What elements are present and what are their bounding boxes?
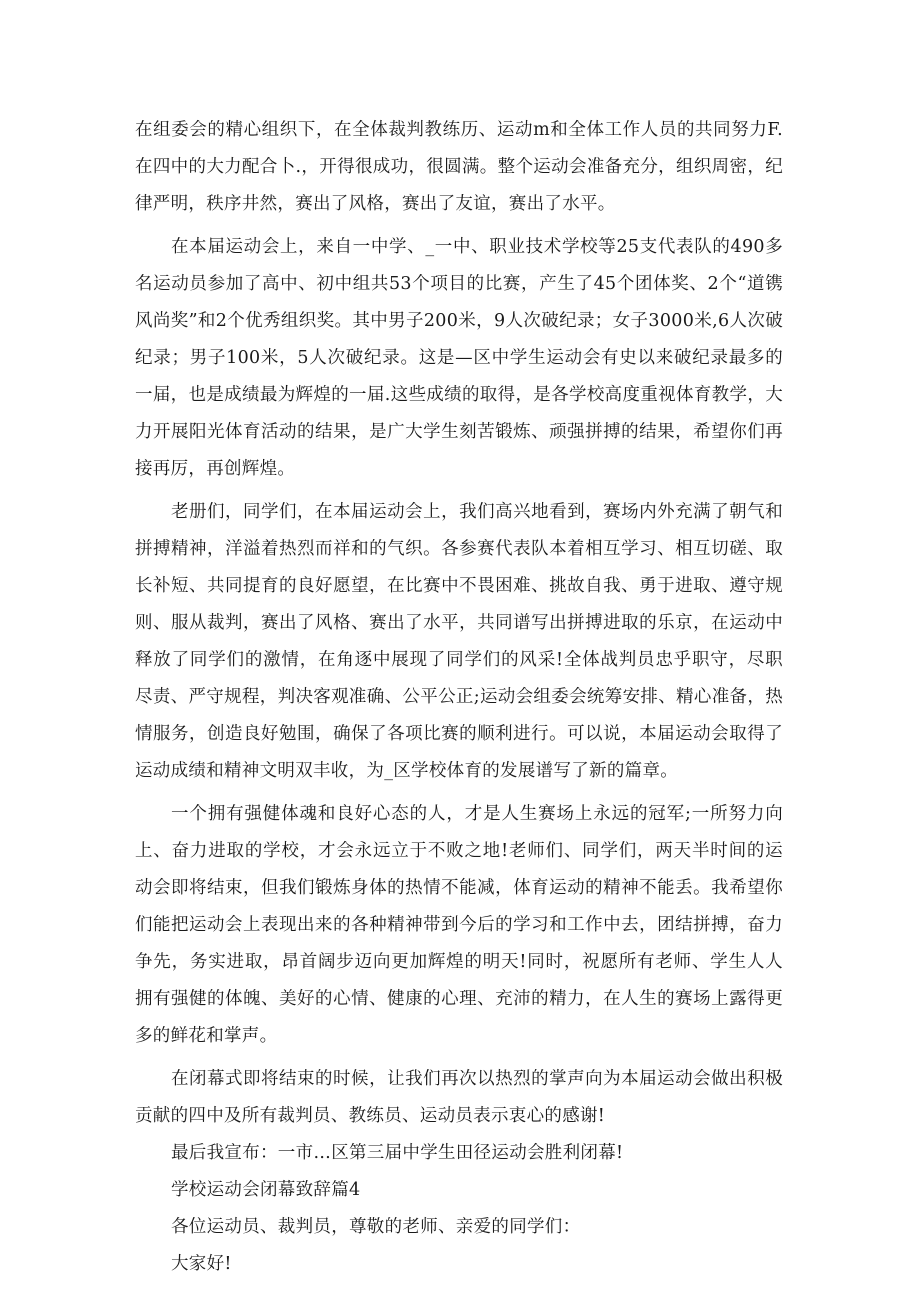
salutation: 各位运动员、裁判员，尊敬的老师、亲爱的同学们：: [171, 1217, 581, 1237]
paragraph-results: 在本届运动会上，来自一中学、_一中、职业技术学校等25支代表队的490多名运动员参加了高中、初中组共53个项目的比赛，产生了45个团体奖、2个“道镌风尚奖”和2个优秀组织奖。其中男子200米，9人次破纪录；女子3000米,6人次破纪录；男子100米，5人次破纪录。这是—区中学生运动会有史以来破纪录最多的一届，也是成绩最为辉煌的一届.这些成绩的取得，是各学校高度重视体育教学，大力开展阳光体育活动的结果，是广大学生刻苦锻炼、顽强拼搏的结果，希望你们再接再厉，再创辉煌。: [135, 237, 783, 479]
closing-declaration: 最后我宣布：一市…区第三届中学生田径运动会胜利闭幕!: [171, 1143, 624, 1163]
greeting: 大家好!: [171, 1254, 232, 1274]
section-heading: 学校运动会闭幕致辞篇4: [171, 1180, 361, 1200]
paragraph-spirit: 老册们，同学们，在本届运动会上，我们高兴地看到，赛场内外充满了朝气和拼搏精神，洋溢着热烈而祥和的气织。各参赛代表队本着相互学习、相互切磋、取长补短、共同提育的良好愿望，在比赛中不畏困难、挑故自我、勇于进取、遵守规则、服从裁判，赛出了风格、赛出了水平，共同谱写出拼搏进取的乐京，在运动中释放了同学们的激情，在角逐中展现了同学们的风采!全体战判员忠乎职守，尽职尽责、严守规程，判决客观准确、公平公正;运动会组委会统筹安排、精心准备，热情服务，创造良好勉围，确保了各项比赛的顺利进行。可以说，本届运动会取得了运动成绩和精神文明双丰收，为_区学校体育的发展谱写了新的篇章。: [135, 502, 783, 781]
paragraph-thanks: 在闭幕式即将结束的时候，让我们再次以热烈的掌声向为本届运动会做出积极贡献的四中及所有裁判员、教练员、运动员表示衷心的感谢!: [135, 1069, 783, 1126]
paragraph-organizing: 在组委会的精心组织下，在全体裁判教练历、运动m和全体工作人员的共同努力F.在四中的大力配合卜.，开得很成功，很圆满。整个运动会准备充分，组织周密，纪律严明，秩序井然，赛出了风格，赛出了友谊，赛出了水平。: [135, 120, 783, 214]
document-body: [135, 112, 783, 1283]
paragraph-encouragement: 一个拥有强健体魂和良好心态的人，才是人生赛场上永远的冠军;一所努力向上、奋力进取的学校，才会永远立于不败之地!老师们、同学们，两天半时间的运动会即将结束，但我们锻炼身体的热情不能减，体育运动的精神不能丢。我希望你们能把运动会上表现出来的各种精神带到今后的学习和工作中去，团结拼搏，奋力争先，务实进取，昂首阔步迈向更加辉煌的明天!同时，祝愿所有老师、学生人人拥有强健的体魄、美好的心情、健康的心理、充沛的精力，在人生的赛场上露得更多的鲜花和掌声。: [135, 804, 783, 1046]
